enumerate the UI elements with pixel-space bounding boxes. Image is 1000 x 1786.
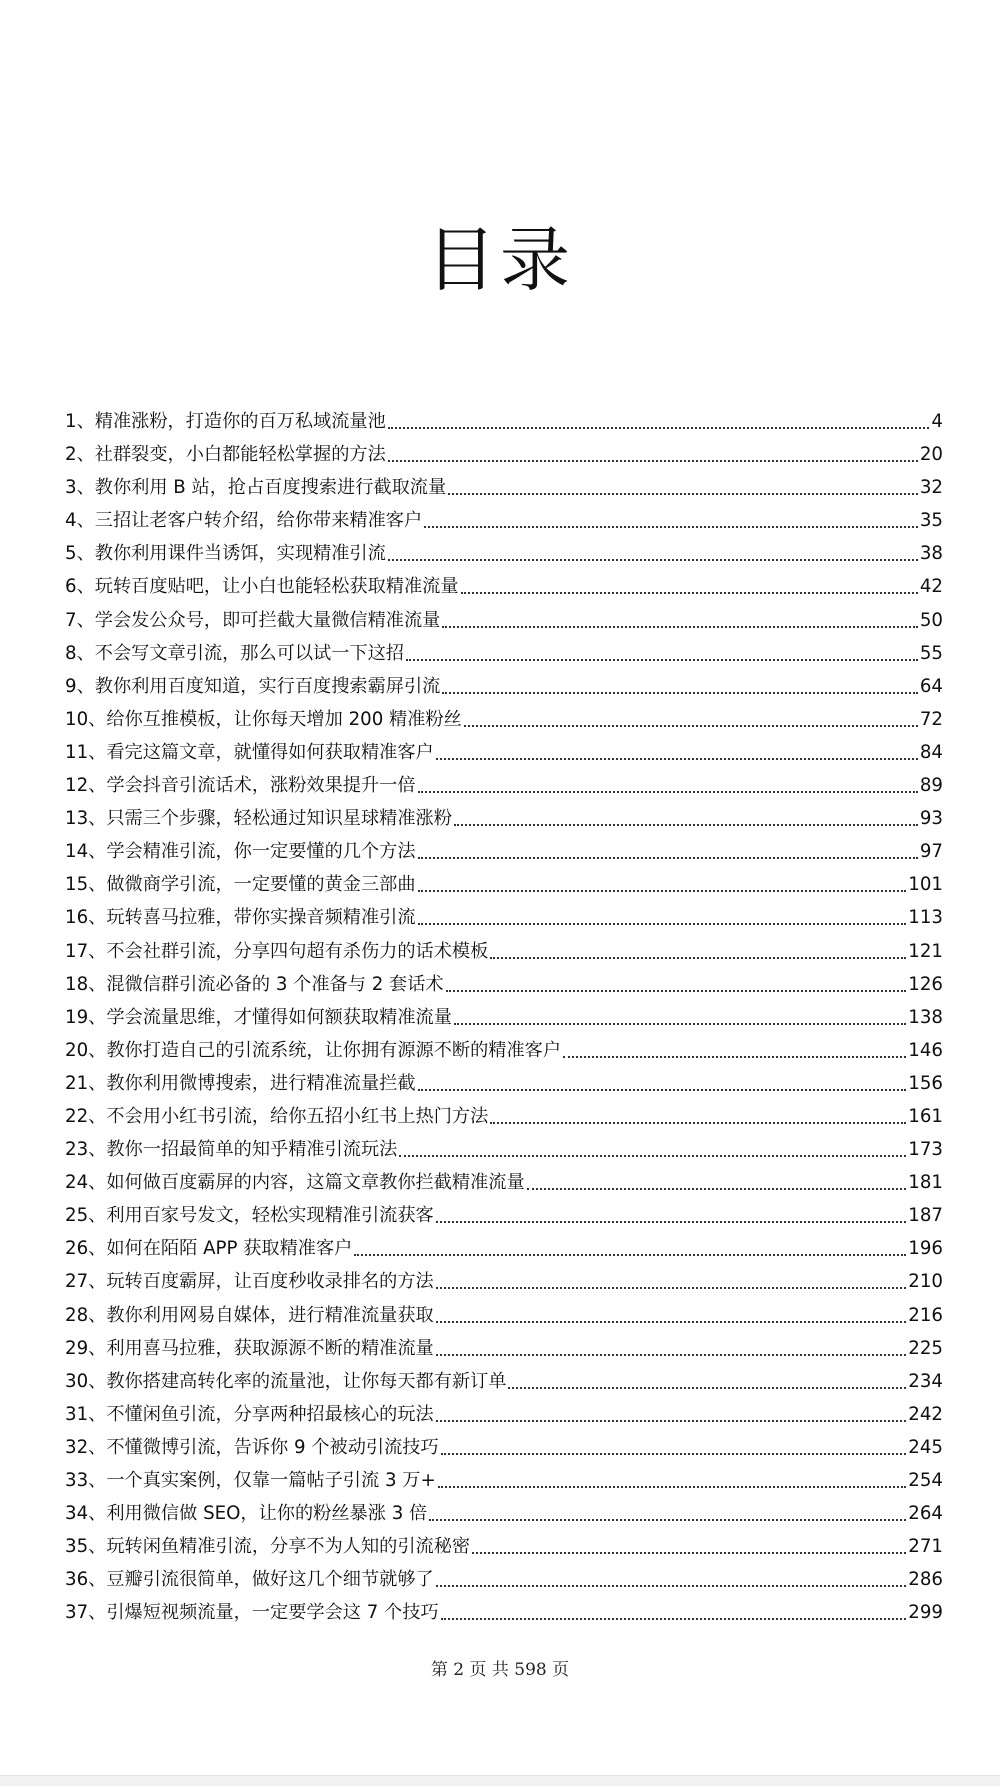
toc-entry-number: 6、 (65, 576, 95, 598)
toc-entry-title: 看完这篇文章，就懂得如何获取精准客户 (106, 741, 434, 763)
toc-entry-title: 三招让老客户转介绍，给你带来精准客户 (94, 510, 423, 532)
toc-dot-leader (388, 427, 930, 429)
toc-dot-leader (388, 559, 918, 561)
toc-dot-leader (442, 692, 918, 694)
toc-entry[interactable] (65, 500, 943, 533)
toc-entry-number: 5、 (65, 543, 95, 565)
toc-entry-number: 16、 (65, 907, 107, 929)
toc-dot-leader (354, 1254, 906, 1256)
toc-entry-number: 36、 (65, 1569, 107, 1591)
toc-dot-leader (436, 1221, 907, 1223)
toc-entry-number: 35、 (65, 1536, 107, 1558)
toc-entry-number: 14、 (65, 841, 107, 863)
toc-dot-leader (418, 1089, 907, 1091)
toc-entry-page-number: 126 (908, 973, 943, 995)
toc-dot-leader (461, 592, 918, 594)
toc-entry-title: 学会精准引流，你一定要懂的几个方法 (106, 841, 416, 863)
toc-entry[interactable] (65, 1063, 943, 1096)
toc-entry-title: 学会抖音引流话术，涨粉效果提升一倍 (106, 775, 416, 797)
toc-entry-page-number: 245 (908, 1436, 943, 1458)
toc-entry[interactable] (65, 434, 943, 467)
toc-entry-number: 3、 (65, 477, 95, 499)
toc-entry-page-number: 173 (908, 1139, 943, 1161)
toc-entry-number: 7、 (65, 609, 95, 631)
toc-entry-page-number: 234 (908, 1370, 943, 1392)
toc-dot-leader (436, 1321, 907, 1323)
toc-entry[interactable] (65, 390, 943, 434)
toc-entry-number: 20、 (65, 1039, 107, 1061)
toc-dot-leader (441, 1618, 907, 1620)
toc-dot-leader (436, 758, 918, 760)
page-bottom-edge (0, 1775, 1000, 1786)
toc-entry[interactable] (65, 1493, 943, 1526)
toc-entry-number: 17、 (65, 940, 107, 962)
toc-dot-leader (441, 1453, 907, 1455)
toc-entry[interactable] (65, 1394, 943, 1427)
toc-entry[interactable] (65, 1096, 943, 1129)
toc-entry-page-number: 101 (908, 874, 943, 896)
toc-entry[interactable] (65, 1361, 943, 1394)
toc-entry-title: 不会写文章引流，那么可以试一下这招 (94, 642, 404, 664)
toc-entry-page-number: 42 (919, 576, 943, 598)
toc-entry-page-number: 254 (908, 1470, 943, 1491)
toc-entry-number: 37、 (65, 1602, 107, 1624)
toc-entry-number: 8、 (65, 642, 95, 664)
toc-entry-number: 9、 (65, 675, 95, 697)
toc-entry-title: 只需三个步骤，轻松通过知识星球精准涨粉 (106, 808, 452, 830)
toc-dot-leader (490, 1122, 906, 1124)
toc-entry-number: 29、 (65, 1337, 107, 1359)
toc-entry-title: 利用喜马拉雅，获取源源不断的精准流量 (106, 1337, 434, 1359)
toc-entry[interactable] (65, 633, 943, 666)
toc-dot-leader (436, 1287, 907, 1289)
toc-entry-title: 利用百家号发文，轻松实现精准引流获客 (106, 1205, 434, 1227)
toc-entry-title: 教你利用百度知道，实行百度搜索霸屏引流 (94, 675, 441, 697)
toc-entry-number: 26、 (65, 1238, 107, 1260)
toc-entry[interactable] (65, 1129, 943, 1162)
toc-entry-number: 22、 (65, 1105, 107, 1127)
toc-entry-title: 不懂闲鱼引流，分享两种招最核心的玩法 (106, 1403, 434, 1425)
toc-entry-number: 4、 (65, 510, 95, 532)
toc-entry-page-number: 32 (919, 477, 943, 499)
toc-entry-title: 如何在陌陌 APP 获取精准客户 (106, 1238, 353, 1260)
toc-entry-page-number: 187 (908, 1205, 943, 1227)
toc-entry[interactable] (65, 1162, 943, 1195)
toc-entry-page-number: 242 (908, 1403, 943, 1425)
toc-dot-leader (438, 1486, 907, 1488)
toc-entry-page-number: 286 (908, 1569, 943, 1591)
toc-dot-leader (436, 1420, 907, 1422)
toc-entry-number: 28、 (65, 1304, 107, 1326)
toc-entry[interactable] (65, 1261, 943, 1294)
toc-entry-page-number: 146 (908, 1039, 943, 1061)
toc-entry-number: 23、 (65, 1139, 107, 1161)
toc-entry-page-number: 93 (919, 808, 943, 830)
toc-entry-title: 不会用小红书引流，给你五招小红书上热门方法 (106, 1105, 489, 1127)
toc-dot-leader (436, 1585, 907, 1587)
toc-entry-page-number: 89 (919, 775, 943, 797)
toc-dot-leader (388, 460, 918, 462)
page-footer: 第 2 页 共 598 页 (430, 1660, 570, 1680)
toc-entry[interactable] (65, 1559, 943, 1592)
toc-entry[interactable] (65, 997, 943, 1030)
toc-entry[interactable] (65, 798, 943, 831)
toc-entry[interactable] (65, 1294, 943, 1327)
toc-dot-leader (490, 957, 906, 959)
toc-entry-page-number: 299 (908, 1602, 943, 1624)
toc-entry-number: 31、 (65, 1403, 107, 1425)
toc-entry-page-number: 210 (908, 1271, 943, 1293)
toc-entry-number: 12、 (65, 775, 107, 797)
toc-entry-number: 30、 (65, 1370, 107, 1392)
toc-dot-leader (472, 1552, 906, 1554)
toc-dot-leader (508, 1387, 906, 1389)
toc-dot-leader (448, 493, 918, 495)
toc-entry-title: 教你利用 B 站，抢占百度搜索进行截取流量 (94, 477, 447, 499)
toc-entry-title: 给你互推模板，让你每天增加 200 精准粉丝 (106, 708, 462, 730)
toc-entry-page-number: 38 (919, 543, 943, 565)
toc-dot-leader (418, 791, 918, 793)
toc-entry-number: 13、 (65, 808, 107, 830)
toc-entry-page-number: 97 (919, 841, 943, 863)
toc-entry-title: 学会流量思维，才懂得如何额获取精准流量 (106, 1006, 452, 1028)
toc-dot-leader (424, 526, 918, 528)
toc-entry-title: 引爆短视频流量，一定要学会这 7 个技巧 (106, 1602, 439, 1624)
toc-entry-title: 教你利用课件当诱饵，实现精准引流 (94, 543, 386, 565)
toc-entry-page-number: 181 (908, 1172, 943, 1194)
toc-entry[interactable] (65, 897, 943, 930)
toc-entry-title: 教你搭建高转化率的流量池，让你每天都有新订单 (106, 1370, 507, 1392)
toc-dot-leader (429, 1519, 906, 1521)
toc-entry-page-number: 55 (919, 642, 943, 664)
toc-entry-page-number: 50 (919, 609, 943, 631)
toc-dot-leader (418, 890, 907, 892)
toc-entry[interactable] (65, 467, 943, 500)
toc-entry[interactable] (65, 1328, 943, 1361)
toc-entry-number: 11、 (65, 741, 107, 763)
toc-entry-page-number: 4 (931, 411, 943, 432)
table-of-contents (65, 390, 943, 1625)
toc-entry[interactable] (65, 930, 943, 963)
toc-entry-number: 25、 (65, 1205, 107, 1227)
toc-entry[interactable] (65, 864, 943, 897)
toc-entry[interactable] (65, 666, 943, 699)
toc-entry-page-number: 72 (919, 708, 943, 730)
toc-entry-page-number: 84 (919, 741, 943, 763)
toc-entry-title: 玩转百度霸屏，让百度秒收录排名的方法 (106, 1271, 434, 1293)
toc-entry[interactable] (65, 566, 943, 599)
toc-entry-title: 学会发公众号，即可拦截大量微信精准流量 (94, 609, 441, 631)
toc-entry-number: 10、 (65, 708, 107, 730)
toc-entry-page-number: 264 (908, 1503, 943, 1525)
toc-entry-title: 教你利用网易自媒体，进行精准流量获取 (106, 1304, 434, 1326)
toc-entry-number: 18、 (65, 973, 107, 995)
toc-dot-leader (442, 626, 918, 628)
toc-entry-number: 27、 (65, 1271, 107, 1293)
toc-entry[interactable] (65, 964, 943, 997)
toc-entry-title: 利用微信做 SEO，让你的粉丝暴涨 3 倍 (106, 1503, 428, 1525)
toc-entry-title: 玩转百度贴吧，让小白也能轻松获取精准流量 (94, 576, 459, 598)
toc-entry-page-number: 225 (908, 1337, 943, 1359)
toc-entry-number: 15、 (65, 874, 107, 896)
toc-entry-page-number: 113 (908, 907, 943, 929)
toc-entry-title: 玩转喜马拉雅，带你实操音频精准引流 (106, 907, 416, 929)
toc-entry[interactable] (65, 533, 943, 566)
page-title: 目录 (426, 219, 574, 301)
toc-entry-page-number: 161 (908, 1105, 943, 1127)
toc-dot-leader (464, 725, 918, 727)
toc-entry-title: 不懂微博引流，告诉你 9 个被动引流技巧 (106, 1436, 439, 1458)
toc-entry-page-number: 35 (919, 510, 943, 532)
toc-dot-leader (454, 824, 918, 826)
toc-entry-title: 教你利用微博搜索，进行精准流量拦截 (106, 1072, 416, 1094)
toc-entry[interactable] (65, 1526, 943, 1559)
toc-dot-leader (418, 923, 907, 925)
toc-entry[interactable] (65, 1592, 943, 1625)
toc-entry-number: 2、 (65, 444, 95, 466)
toc-entry-page-number: 121 (908, 940, 943, 962)
toc-entry-title: 教你打造自己的引流系统，让你拥有源源不断的精准客户 (106, 1039, 562, 1061)
toc-entry-page-number: 156 (908, 1072, 943, 1094)
toc-entry-title: 如何做百度霸屏的内容，这篇文章教你拦截精准流量 (106, 1172, 525, 1194)
toc-entry[interactable] (65, 1427, 943, 1460)
toc-entry-number: 21、 (65, 1072, 107, 1094)
toc-entry[interactable] (65, 732, 943, 765)
toc-entry-title: 玩转闲鱼精准引流，分享不为人知的引流秘密 (106, 1536, 471, 1558)
toc-dot-leader (406, 659, 918, 661)
toc-entry-title: 豆瓣引流很简单，做好这几个细节就够了 (106, 1569, 434, 1591)
toc-entry-page-number: 138 (908, 1006, 943, 1028)
toc-entry-title: 精准涨粉，打造你的百万私域流量池 (94, 411, 386, 432)
toc-entry[interactable] (65, 1195, 943, 1228)
toc-entry-number: 34、 (65, 1503, 107, 1525)
toc-entry-title: 做微商学引流，一定要懂的黄金三部曲 (106, 874, 416, 896)
toc-entry[interactable] (65, 831, 943, 864)
toc-dot-leader (436, 1354, 907, 1356)
toc-dot-leader (527, 1188, 907, 1190)
toc-entry-page-number: 196 (908, 1238, 943, 1260)
toc-entry-page-number: 64 (919, 675, 943, 697)
toc-entry-number: 33、 (65, 1470, 107, 1491)
toc-entry-number: 32、 (65, 1436, 107, 1458)
toc-entry-title: 一个真实案例，仅靠一篇帖子引流 3 万+ (106, 1470, 436, 1491)
toc-entry[interactable] (65, 1228, 943, 1261)
toc-dot-leader (454, 1023, 906, 1025)
toc-dot-leader (446, 990, 907, 992)
toc-dot-leader (418, 857, 918, 859)
toc-entry-title: 混微信群引流必备的 3 个准备与 2 套话术 (106, 973, 444, 995)
toc-entry-page-number: 20 (919, 444, 943, 466)
toc-entry-title: 社群裂变，小白都能轻松掌握的方法 (94, 444, 386, 466)
toc-dot-leader (563, 1056, 906, 1058)
toc-entry[interactable] (65, 1460, 943, 1493)
toc-entry-number: 24、 (65, 1172, 107, 1194)
toc-entry[interactable] (65, 1030, 943, 1063)
toc-entry[interactable] (65, 599, 943, 632)
toc-entry-number: 19、 (65, 1006, 107, 1028)
toc-dot-leader (399, 1155, 906, 1157)
toc-entry[interactable] (65, 765, 943, 798)
toc-entry-title: 教你一招最简单的知乎精准引流玩法 (106, 1139, 398, 1161)
toc-entry-page-number: 216 (908, 1304, 943, 1326)
toc-entry-number: 1、 (65, 411, 95, 432)
toc-entry[interactable] (65, 699, 943, 732)
toc-entry-page-number: 271 (908, 1536, 943, 1558)
toc-entry-title: 不会社群引流，分享四句超有杀伤力的话术模板 (106, 940, 489, 962)
